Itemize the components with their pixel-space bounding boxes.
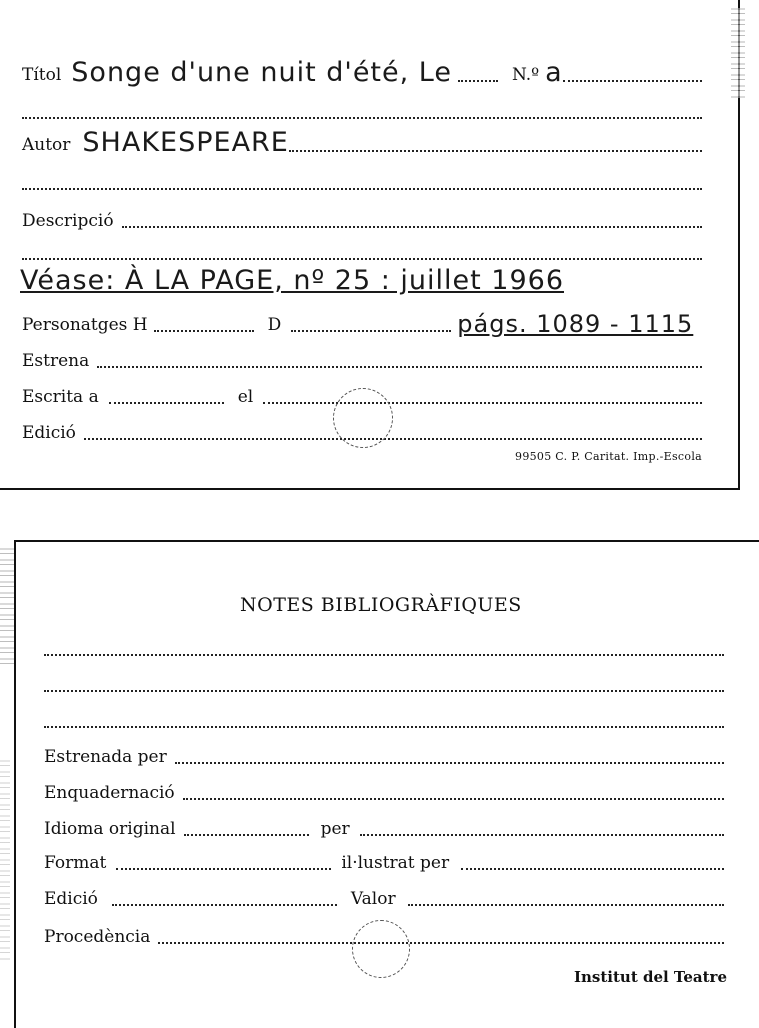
illustrat-label: il·lustrat per bbox=[341, 853, 450, 873]
titol-dots bbox=[458, 80, 498, 82]
edicio-back-label: Edició bbox=[44, 889, 98, 909]
estrena-row bbox=[22, 346, 702, 374]
numero-dots bbox=[563, 80, 702, 82]
el-label: el bbox=[237, 387, 254, 407]
personatges-h-dots bbox=[154, 330, 254, 332]
dotted-line bbox=[44, 726, 724, 728]
autor-label: Autor bbox=[22, 135, 71, 155]
enquadernacio-row bbox=[44, 778, 724, 806]
descripcio-row bbox=[22, 206, 702, 234]
estrena-dots bbox=[97, 366, 702, 368]
valor-dots bbox=[408, 904, 724, 906]
estrenada-dots bbox=[175, 762, 724, 764]
autor-row bbox=[22, 127, 702, 158]
handwritten-note-line2: págs. 1089 - 1115 bbox=[457, 310, 694, 338]
numero-value: a bbox=[545, 57, 563, 88]
procedencia-label: Procedència bbox=[44, 927, 151, 947]
punch-hole bbox=[333, 388, 393, 448]
enquadernacio-label: Enquadernació bbox=[44, 783, 175, 803]
personatges-row bbox=[22, 310, 712, 338]
format-dots bbox=[116, 868, 331, 870]
edicio-back-row bbox=[44, 884, 724, 912]
edicio-label: Edició bbox=[22, 423, 76, 443]
autor-value: SHAKESPEARE bbox=[82, 127, 289, 158]
format-label: Format bbox=[44, 853, 107, 873]
enquadernacio-dots bbox=[183, 798, 724, 800]
notes-title: NOTES BIBLIOGRÀFIQUES bbox=[240, 594, 522, 616]
personatges-d-dots bbox=[291, 330, 451, 332]
punch-hole bbox=[352, 920, 410, 978]
illustrat-dots bbox=[461, 868, 724, 870]
dotted-line bbox=[44, 690, 724, 692]
per-label: per bbox=[320, 819, 350, 839]
estrena-label: Estrena bbox=[22, 351, 90, 371]
dotted-line bbox=[44, 654, 724, 656]
titol-label: Títol bbox=[22, 65, 62, 85]
note-line1-row bbox=[20, 265, 710, 296]
procedencia-dots bbox=[158, 942, 724, 944]
idioma-label: Idioma original bbox=[44, 819, 176, 839]
personatges-label: Personatges H bbox=[22, 315, 148, 335]
printer-imprint: 99505 C. P. Caritat. Imp.-Escola bbox=[515, 450, 702, 463]
estrenada-label: Estrenada per bbox=[44, 747, 167, 767]
dotted-line bbox=[22, 188, 702, 190]
torn-edge bbox=[0, 548, 14, 668]
idioma-dots bbox=[184, 834, 309, 836]
estrenada-row bbox=[44, 742, 724, 770]
numero-label: N.º bbox=[511, 65, 540, 85]
descripcio-dots bbox=[122, 226, 702, 228]
torn-edge bbox=[731, 8, 745, 98]
valor-label: Valor bbox=[350, 889, 396, 909]
edicio-dots bbox=[84, 438, 702, 440]
titol-value: Songe d'une nuit d'été, Le bbox=[71, 57, 452, 88]
titol-row bbox=[22, 57, 702, 88]
descripcio-label: Descripció bbox=[22, 211, 114, 231]
catalog-card-back bbox=[14, 540, 759, 1028]
autor-dots bbox=[289, 150, 702, 152]
idioma-row bbox=[44, 814, 724, 842]
escrita-label: Escrita a bbox=[22, 387, 99, 407]
per-dots bbox=[360, 834, 724, 836]
publisher-imprint: Institut del Teatre bbox=[573, 968, 727, 986]
edicio-back-dots bbox=[112, 904, 337, 906]
escrita-dots bbox=[109, 402, 224, 404]
dotted-line bbox=[22, 117, 702, 119]
el-dots bbox=[263, 402, 702, 404]
handwritten-note-line1: Véase: À LA PAGE, nº 25 : juillet 1966 bbox=[20, 265, 564, 296]
catalog-card-front bbox=[0, 0, 740, 490]
dotted-line bbox=[22, 258, 702, 260]
format-row bbox=[44, 848, 724, 876]
torn-edge bbox=[0, 760, 10, 960]
d-label: D bbox=[267, 315, 282, 335]
